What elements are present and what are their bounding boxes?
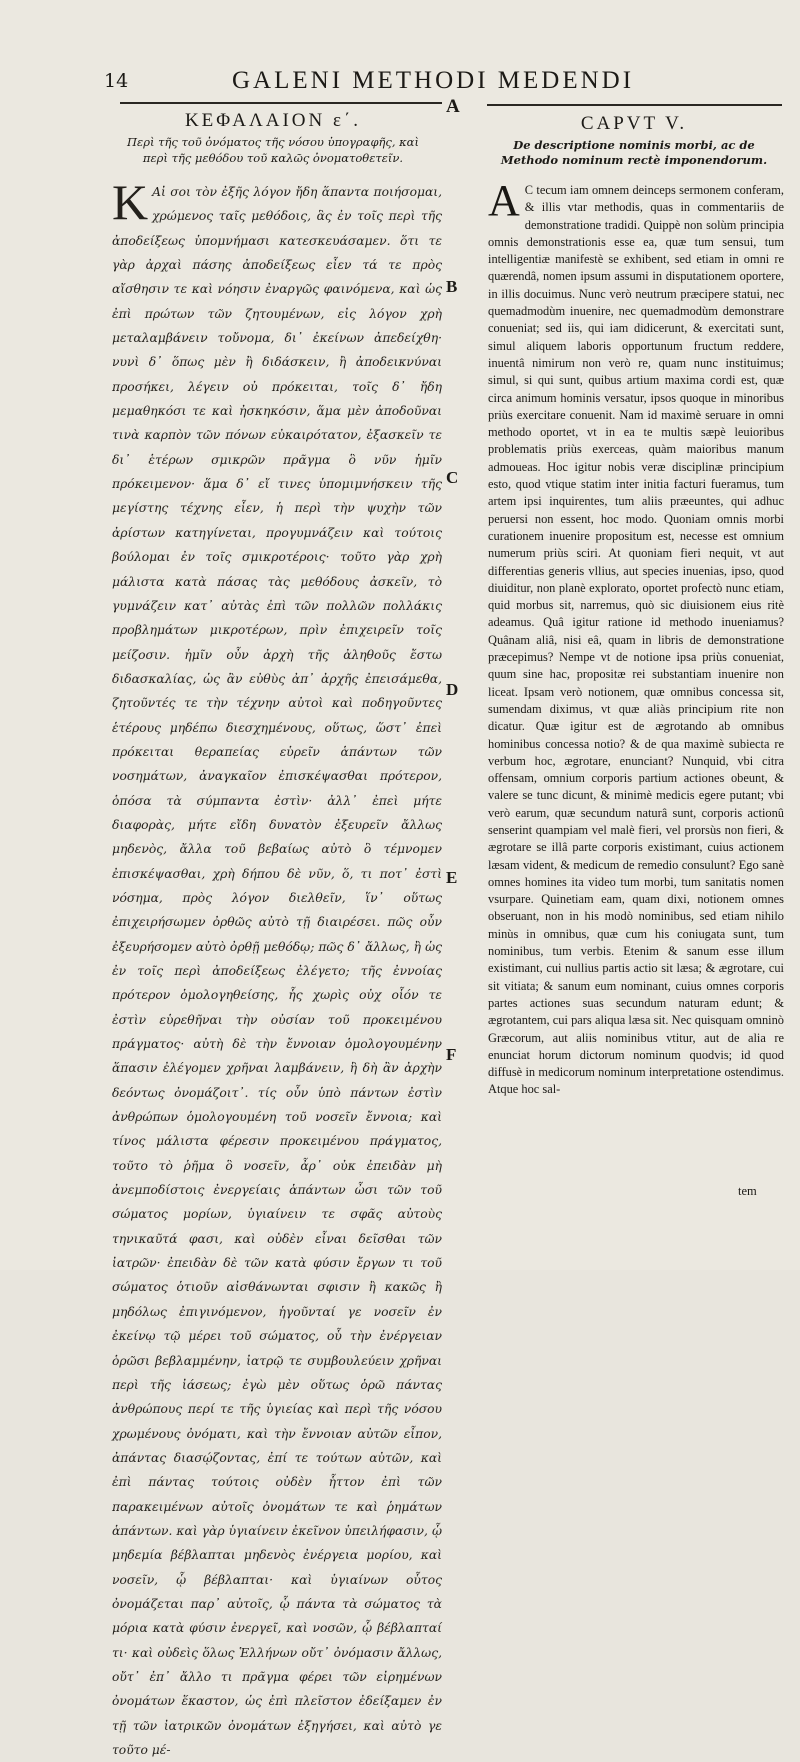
greek-chapter-subtitle: Περὶ τῆς τοῦ ὀνόματος τῆς νόσου ὑπογραφῆς, καὶ περὶ τῆς μεθόδου τοῦ καλῶς ὀνοματοθετεῖν.: [127, 135, 419, 165]
latin-text-column: [488, 176, 784, 1192]
latin-body-text: C tecum iam omnem deinceps sermonem conferam, & illis vtar methodis, quas in commentariis de demonstratione tradidi. Quippè non solùm principia omnis demonstrationis esse ea, quæ tum sensui, tum intelligentiæ manifestè se exhibent, sed etiam in omni re quærendâ, nomen ipsum assumi in disputationem oportere, in illis docuimus. Nunc verò neutrum præcipere statui, nec quemadmodùm inuenire, nec quemadmodùm demonstrare conueniat; sed iis, qui iam didicerunt, & exercitati sunt, simul aliquem laboris opportunum fructum reddere, inuentâ nimirum non verò re, quam nunc instituimus; simul, si qui sunt, quibus artium maxima cordi est, quæ circa animum hominis versatur, ipsos quoque in minoribus priùs exercitare conuenit. Nam id maximè seruare in omni methodo oportet, vt in ea te multis sæpè leuioribus problematis priùs exerceas, quàm maioribus manum admoueas. Hoc igitur nobis veræ disciplinæ principium esto, quod vtique statim inter initia facturi fueramus, tum artem ipsi inquirentes, tum aliis præeuntes, qui adhuc peruersi non essent, hoc modo. Quoniam omnis morbi curationem inuenire propositum est, necesse est omnium numerum priùs sciri. At quoniam fieri nequit, vt aut differentias generis vllius, aut species inuenias, ipso, quod diuiditur, non planè explorato, oportet profectò nunc etiam, quid morbus sit, narremus, quò sic diuisionem eius ritè adeamus. Quâ igitur ratione id methodo inueniamus? Quânam aliâ, nisi eâ, quam in libris de demonstratione præcepimus? Nempe vt de notione ipsa priùs conueniat, quum sine hac, propositæ rei substantiam inuenire non liceat. Ipsam verò notionem, quæ omnibus concessa sit, sumendam diximus, vt quæ aliàs principium rite non dicatur. Quæ igitur est de ægrotando ab omnibus hominibus concessa notio? & de qua maximè subiecta re verbum hoc, ægrotare, enunciant? Nunquid, vbi citra offensam, omnium corporis partium actiones obeunt, & valere se tunc dicunt, & minimè medicis egere putant; vbi verò earum, quæ secundum naturâ sunt, corporis actionû senserint quampiam vel malè fieri, vel prorsùs non fieri, & ægrotare se illâ parte corporis existimant, cuius actionem læsam vident, & medicum de remedio consulunt? Ego sanè omnes homines ita video tum morbi, tum sanitatis nomen vsurpare. Quinetiam eam, quam dixi, notionem omnes obseruant, non in his modò nominibus, sed etiam nihilo minùs in omnibus, quæ cum his coniugata sunt, tum nominibus, tum verbis. Etenim & sanum esse illum existimant, cui nullius partis actio sit læsa; & ægrotare, cui sit vitiata; & sanum eum nominant, cuius omnes corporis partes actiones suas secundum naturam edunt; & ægrotantem, cui pars aliqua læsa sit. Nec quisquam omninò Græcorum, aut aliis nominibus vtitur, aut de alia re enunciat horum dictorum nominum quodvis; id quod diffusè in medicorum nominum interpretatione ostendimus. Atque hoc sal-: [488, 183, 784, 1097]
latin-heading-rule: [487, 104, 782, 106]
margin-letter-f: F: [446, 1045, 457, 1064]
margin-letter-e: E: [446, 868, 458, 887]
margin-letter-c: C: [446, 468, 459, 487]
greek-drop-initial: Κ: [112, 174, 149, 230]
greek-body-text: Αἰ σοι τὸν ἐξῆς λόγον ἤδη ἅπαντα ποιήσομαι, χρώμενος ταῖς μεθόδοις, ἃς ἐν τοῖς περὶ τῆς ἀποδείξεως ὑπομνήμασι κατεσκευάσαμεν. ὅτι τε γὰρ ἀρχαὶ πάσης ἀποδείξεως εἶεν τά τε πρὸς αἴσθησιν τε καὶ νόησιν ἐναργῶς φαινόμενα, καὶ ὡς ἐπὶ πρώτων τῶν ζητουμένων, εἰς λόγον χρὴ μεταλαμβάνειν τοὔνομα, δι᾽ ἐκείνων ἀπεδείχθη· νυνὶ δ᾽ ὅπως μὲν ἢ διδάσκειν, ἢ ἀποδεικνύναι προσήκει, λέγειν οὐ πρόκειται, τοῖς δ᾽ ἤδη μεμαθηκόσι τε καὶ ἠσκηκόσιν, ἅμα μὲν ἀποδοῦναι τινὰ καρπὸν τῶν πόνων εὐκαιρότατον, ἐξασκεῖν τε δι᾽ ἑτέρων σμικρῶν πρᾶγμα ὃ νῦν ἡμῖν πρόκειμενον· ἅμα δ᾽ εἴ τινες ὑπομιμνήσκειν τῆς μεγίστης τέχνης εἶεν, ἡ περὶ τὴν ψυχὴν τῶν ἀρίστων κατηγίνεται, προγυμνάζειν καὶ τούτοις βούλομαι ἐν τοῖς σμικροτέροις· τοῦτο γὰρ χρὴ μάλιστα κατὰ πάσας τὰς μεθόδους ἀσκεῖν, τὸ γυμνάζειν κατ᾽ αὐτὰς ἐπὶ τῶν πολλῶν πολλάκις προβλημάτων μικροτέρων, πρὶν ἐπιχειρεῖν τοῖς μείζοσιν. ἡμῖν οὖν ἀρχὴ τῆς ἀληθοῦς ἔστω διδασκαλίας, ὡς ἂν εὐθὺς ἀπ᾽ ἀρχῆς ἐπεισάμεθα, ζητοῦντές τε τὴν τέχνην αὐτοὶ καὶ ποδηγοῦντες ἑτέρους μηδέπω διεσχημένους, οὕτως, ὥστ᾽ ἐπεὶ πρόκειται θεραπείας εὑρεῖν ἁπάντων τῶν νοσημάτων, ἀναγκαῖον ἐπισκέψασθαι πρότερον, ὁπόσα τὰ σύμπαντα ἐστὶν· ἀλλ᾽ ἐπεὶ μήτε διαφορὰς, μήτε εἴδη δυνατὸν ἐξευρεῖν ἄλλως μηδενὸς, ἄλλα τοῦ βεβαίως αὐτὸ ὃ τέμνομεν ἐπισκέψασθαι, χρὴ δήπου δὲ νῦν, ὅ, τι ποτ᾽ ἐστὶ νόσημα, πρὸς λόγον διελθεῖν, ἵν᾽ οὕτως ἐπιχειρήσωμεν ὀρθῶς αὐτὸ τῇ διαιρέσει. πῶς οὖν ἐξευρήσομεν αὐτὸ ὀρθῇ μεθόδῳ; πῶς δ᾽ ἄλλως, ἢ ὡς ἐν τοῖς περὶ ἀποδείξεως ἐλέγετο; τῆς ἐννοίας πρότερον ὁμολογηθείσης, ἧς χωρὶς οὐχ οἷόν τε ἐστὶν εὑρεθῆναι τὴν οὐσίαν τοῦ προκειμένου πράγματος· αὐτὴ δὲ τὴν ἔννοιαν ὁμολογουμένην ἅπασιν ἐλέγομεν χρῆναι λαμβάνειν, ἣ δὴ ἂν ἀρχὴν δεόντως ὀνομάζοιτ᾽. τίς οὖν ὑπὸ πάντων ἐστὶν ἀνθρώπων ὁμολογουμένη τοῦ νοσεῖν ἔννοια; καὶ τίνος μάλιστα φέρεσιν προκειμένου πράγματος, τοῦτο τὸ ῥῆμα ὃ νοσεῖν, ἆρ᾽ οὐκ ἐπειδὰν μὴ ἀνεμποδίστοις ἐνεργείαις ἁπάντων ὦσι τῶν τοῦ σώματος μορίων, ὑγιαίνειν τε σφᾶς αὐτοὺς τηνικαῦτά φασι, καὶ οὐδὲν εἶναι δεῖσθαι τῶν ἰατρῶν· ἐπειδὰν δὲ τῶν κατὰ φύσιν ἔργων τι τοῦ σώματος ὁτιοῦν αἰσθάνωνται σφισιν ἢ κακῶς ἢ μηδόλως ἐπιγινόμενον, ἡγοῦνταί γε νοσεῖν ἐν ἐκείνῳ τῷ μέρει τοῦ σώματος, οὗ τὴν ἐνέργειαν ὁρῶσι βεβλαμμένην, ἰατρῷ τε συμβουλεύειν χρῆναι περὶ τῆς ἰάσεως; ἐγὼ μὲν οὕτως ὁρῶ πάντας ἀνθρώπους περί τε τῆς ὑγιείας καὶ περὶ τῆς νόσου χρωμένους ὀνόματι, καὶ τὴν ἔννοιαν αὐτῶν εἶπον, ἀπάντας διασῴζοντας, ἐπί τε τούτων αὐτῶν, καὶ ἐπὶ πάντας τούτοις οὐδὲν ἧττον ἐπὶ τῶν παρακειμένων αὐτοῖς ὀνομάτων τε καὶ ῥημάτων ἁπάντων. καὶ γὰρ ὑγιαίνειν ἐκεῖνον ὑπειλήφασιν, ᾧ μηδεμία βέβλαπται μηδενὸς ἐνέργεια μορίου, καὶ νοσεῖν, ᾧ βέβλαπται· καὶ ὑγιαίνων οὗτος ὀνομάζεται παρ᾽ αὐτοῖς, ᾧ πάντα τὰ σώματος τὰ μόρια κατὰ φύσιν ἐνεργεῖ, καὶ νοσῶν, ᾧ βέβλαπταί τι· καὶ οὐδεὶς ὅλως Ἑλλήνων οὔτ᾽ ὀνόμασιν ἄλλως, οὔτ᾽ ἐπ᾽ ἄλλο τι πρᾶγμα φέρει τῶν εἰρημένων ὀνομάτων ἕκαστον, ὡς ἐπὶ πλεῖστον ἐδείξαμεν ἐν τῇ τῶν ἰατρικῶν ὀνομάτων ἐξηγήσει, καὶ αὐτὸ γε τοῦτο μέ-: [112, 185, 442, 1757]
latin-chapter-title: CAPVT V.: [580, 113, 688, 134]
greek-chapter-title: ΚΕΦΑΛΑΙΟΝ ε΄.: [184, 110, 362, 131]
section-letter-a: A: [446, 96, 460, 117]
margin-letter-d: D: [446, 680, 459, 699]
latin-chapter-heading: [488, 113, 780, 168]
margin-letter-b: B: [446, 277, 458, 296]
greek-heading-rule: [120, 102, 442, 104]
latin-drop-initial: A: [488, 176, 520, 225]
greek-chapter-heading: [118, 110, 428, 166]
running-head: GALENI METHODI MEDENDI: [232, 67, 635, 94]
catchword: tem: [738, 1184, 757, 1198]
greek-text-column: [112, 174, 442, 1757]
latin-chapter-subtitle: De descriptione nominis morbi, ac de Methodo nominum rectè imponendorum.: [500, 138, 768, 167]
page-number: 14: [104, 70, 129, 92]
page-header: [0, 67, 800, 104]
